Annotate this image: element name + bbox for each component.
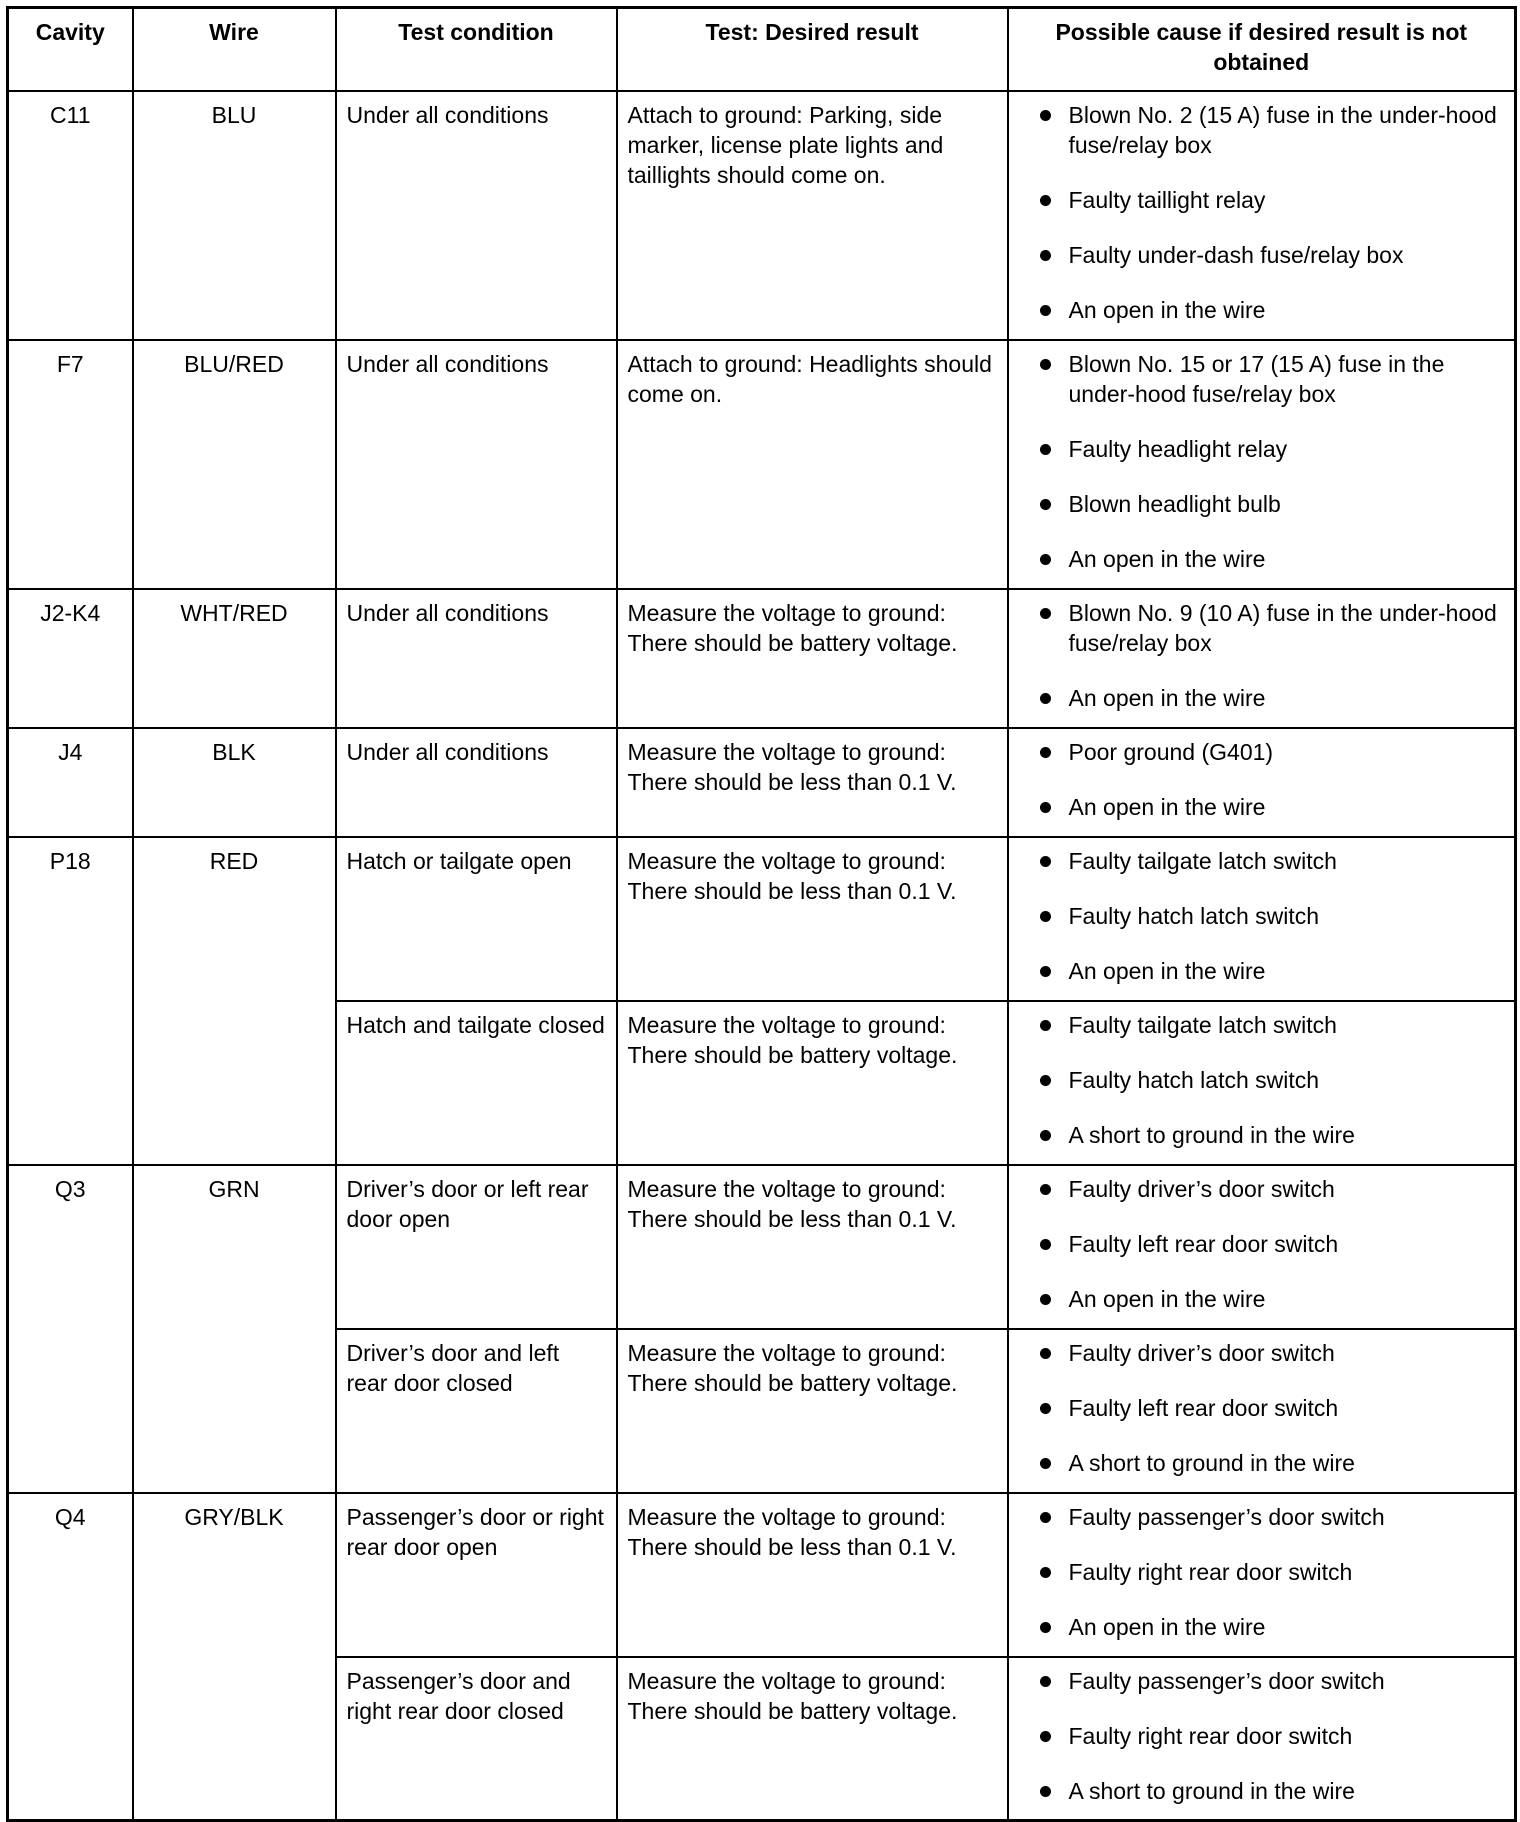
cause-text: An open in the wire bbox=[1068, 957, 1266, 984]
condition-cell: Under all conditions bbox=[336, 589, 617, 728]
cause-item bbox=[1019, 737, 1505, 767]
cause-item bbox=[1019, 1338, 1505, 1368]
cause-item bbox=[1019, 349, 1505, 409]
cause-item bbox=[1019, 1120, 1505, 1150]
table-row bbox=[8, 837, 1516, 1001]
cause-item bbox=[1019, 240, 1505, 270]
bullet-icon bbox=[1040, 359, 1051, 370]
bullet-icon bbox=[1040, 1622, 1051, 1633]
result-cell: Attach to ground: Headlights should come on. bbox=[617, 340, 1008, 589]
table-row bbox=[8, 1165, 1516, 1329]
causes-cell bbox=[1008, 837, 1516, 1001]
wire-cell: BLU bbox=[133, 91, 336, 340]
cause-text: Faulty driver’s door switch bbox=[1068, 1175, 1335, 1202]
causes-cell bbox=[1008, 1493, 1516, 1657]
cause-item bbox=[1019, 956, 1505, 986]
causes-cell bbox=[1008, 1329, 1516, 1493]
condition-cell: Hatch and tailgate closed bbox=[336, 1001, 617, 1165]
cavity-cell: P18 bbox=[8, 837, 133, 1165]
table-row bbox=[8, 91, 1516, 340]
cause-text: Blown No. 9 (10 A) fuse in the under-hood fuse/relay box bbox=[1068, 599, 1497, 656]
cause-item bbox=[1019, 434, 1505, 464]
cause-text: Faulty under-dash fuse/relay box bbox=[1068, 241, 1404, 268]
cavity-cell: J2-K4 bbox=[8, 589, 133, 728]
cause-item bbox=[1019, 1666, 1505, 1696]
cause-text: Blown No. 15 or 17 (15 A) fuse in the under-hood fuse/relay box bbox=[1068, 350, 1445, 407]
cause-item bbox=[1019, 1448, 1505, 1478]
cause-item bbox=[1019, 1284, 1505, 1314]
cause-item bbox=[1019, 683, 1505, 713]
result-cell: Measure the voltage to ground: There should be less than 0.1 V. bbox=[617, 728, 1008, 837]
bullet-icon bbox=[1040, 802, 1051, 813]
table-row bbox=[8, 1493, 1516, 1657]
cavity-cell: Q3 bbox=[8, 1165, 133, 1493]
result-cell: Measure the voltage to ground: There should be battery voltage. bbox=[617, 1001, 1008, 1165]
condition-cell: Driver’s door or left rear door open bbox=[336, 1165, 617, 1329]
bullet-icon bbox=[1040, 856, 1051, 867]
cause-item bbox=[1019, 544, 1505, 574]
bullet-icon bbox=[1040, 1567, 1051, 1578]
condition-cell: Passenger’s door and right rear door closed bbox=[336, 1657, 617, 1821]
bullet-icon bbox=[1040, 1348, 1051, 1359]
wire-cell: BLK bbox=[133, 728, 336, 837]
troubleshooting-table-container bbox=[6, 6, 1514, 1814]
bullet-icon bbox=[1040, 1403, 1051, 1414]
bullet-icon bbox=[1040, 1458, 1051, 1469]
cause-text: Faulty right rear door switch bbox=[1068, 1558, 1353, 1585]
table-row bbox=[8, 340, 1516, 589]
cause-text: Faulty right rear door switch bbox=[1068, 1722, 1353, 1749]
result-cell: Measure the voltage to ground: There should be battery voltage. bbox=[617, 1329, 1008, 1493]
result-cell: Measure the voltage to ground: There should be battery voltage. bbox=[617, 589, 1008, 728]
cause-text: Faulty passenger’s door switch bbox=[1068, 1667, 1385, 1694]
wire-cell: BLU/RED bbox=[133, 340, 336, 589]
cavity-cell: F7 bbox=[8, 340, 133, 589]
cause-item bbox=[1019, 1612, 1505, 1642]
causes-cell bbox=[1008, 1001, 1516, 1165]
cause-text: Faulty hatch latch switch bbox=[1068, 1066, 1320, 1093]
bullet-icon bbox=[1040, 1020, 1051, 1031]
result-cell: Measure the voltage to ground: There should be less than 0.1 V. bbox=[617, 1493, 1008, 1657]
bullet-icon bbox=[1040, 499, 1051, 510]
cause-item bbox=[1019, 100, 1505, 160]
cause-item bbox=[1019, 1721, 1505, 1751]
cause-item bbox=[1019, 295, 1505, 325]
cause-item bbox=[1019, 1393, 1505, 1423]
condition-cell: Hatch or tailgate open bbox=[336, 837, 617, 1001]
condition-cell: Under all conditions bbox=[336, 728, 617, 837]
cavity-cell: Q4 bbox=[8, 1493, 133, 1821]
bullet-icon bbox=[1040, 1676, 1051, 1687]
cause-text: An open in the wire bbox=[1068, 545, 1266, 572]
cause-item bbox=[1019, 1557, 1505, 1587]
cause-item bbox=[1019, 1065, 1505, 1095]
cause-item bbox=[1019, 1010, 1505, 1040]
result-cell: Measure the voltage to ground: There should be battery voltage. bbox=[617, 1657, 1008, 1821]
cause-item bbox=[1019, 846, 1505, 876]
bullet-icon bbox=[1040, 911, 1051, 922]
cause-text: Blown headlight bulb bbox=[1068, 490, 1281, 517]
bullet-icon bbox=[1040, 1294, 1051, 1305]
condition-cell: Under all conditions bbox=[336, 91, 617, 340]
bullet-icon bbox=[1040, 444, 1051, 455]
cause-text: A short to ground in the wire bbox=[1068, 1777, 1355, 1804]
cause-item bbox=[1019, 489, 1505, 519]
bullet-icon bbox=[1040, 1130, 1051, 1141]
wire-cell: GRN bbox=[133, 1165, 336, 1493]
table-row bbox=[8, 589, 1516, 728]
cause-text: Faulty passenger’s door switch bbox=[1068, 1503, 1385, 1530]
bullet-icon bbox=[1040, 305, 1051, 316]
cause-text: An open in the wire bbox=[1068, 684, 1266, 711]
causes-cell bbox=[1008, 1165, 1516, 1329]
cause-text: An open in the wire bbox=[1068, 793, 1266, 820]
bullet-icon bbox=[1040, 195, 1051, 206]
cause-text: Faulty headlight relay bbox=[1068, 435, 1288, 462]
cause-text: A short to ground in the wire bbox=[1068, 1121, 1355, 1148]
condition-cell: Under all conditions bbox=[336, 340, 617, 589]
header-row bbox=[8, 8, 1516, 91]
bullet-icon bbox=[1040, 747, 1051, 758]
cause-item bbox=[1019, 185, 1505, 215]
cause-item bbox=[1019, 1174, 1505, 1204]
bullet-icon bbox=[1040, 966, 1051, 977]
cause-text: Faulty tailgate latch switch bbox=[1068, 1011, 1337, 1038]
header-wire: Wire bbox=[133, 8, 336, 91]
cause-item bbox=[1019, 1502, 1505, 1532]
cavity-cell: C11 bbox=[8, 91, 133, 340]
cause-text: Faulty taillight relay bbox=[1068, 186, 1266, 213]
header-cavity: Cavity bbox=[8, 8, 133, 91]
condition-cell: Driver’s door and left rear door closed bbox=[336, 1329, 617, 1493]
cause-text: Faulty left rear door switch bbox=[1068, 1394, 1339, 1421]
bullet-icon bbox=[1040, 1512, 1051, 1523]
condition-cell: Passenger’s door or right rear door open bbox=[336, 1493, 617, 1657]
bullet-icon bbox=[1040, 1239, 1051, 1250]
causes-cell bbox=[1008, 728, 1516, 837]
cause-item bbox=[1019, 1776, 1505, 1806]
table-row bbox=[8, 728, 1516, 837]
cause-text: Faulty left rear door switch bbox=[1068, 1230, 1339, 1257]
wire-cell: RED bbox=[133, 837, 336, 1165]
cause-text: Faulty tailgate latch switch bbox=[1068, 847, 1337, 874]
causes-cell bbox=[1008, 91, 1516, 340]
cause-text: An open in the wire bbox=[1068, 1285, 1266, 1312]
cause-text: An open in the wire bbox=[1068, 1613, 1266, 1640]
bullet-icon bbox=[1040, 1184, 1051, 1195]
wire-cell: GRY/BLK bbox=[133, 1493, 336, 1821]
bullet-icon bbox=[1040, 1731, 1051, 1742]
bullet-icon bbox=[1040, 1786, 1051, 1797]
bullet-icon bbox=[1040, 1075, 1051, 1086]
bullet-icon bbox=[1040, 693, 1051, 704]
bullet-icon bbox=[1040, 608, 1051, 619]
result-cell: Measure the voltage to ground: There should be less than 0.1 V. bbox=[617, 1165, 1008, 1329]
header-desired-result: Test: Desired result bbox=[617, 8, 1008, 91]
cause-text: Faulty hatch latch switch bbox=[1068, 902, 1320, 929]
bullet-icon bbox=[1040, 250, 1051, 261]
cause-item bbox=[1019, 792, 1505, 822]
causes-cell bbox=[1008, 1657, 1516, 1821]
wire-cell: WHT/RED bbox=[133, 589, 336, 728]
troubleshooting-table bbox=[6, 6, 1517, 1822]
cause-text: Faulty driver’s door switch bbox=[1068, 1339, 1335, 1366]
causes-cell bbox=[1008, 589, 1516, 728]
result-cell: Attach to ground: Parking, side marker, license plate lights and taillights should come on. bbox=[617, 91, 1008, 340]
header-test-condition: Test condition bbox=[336, 8, 617, 91]
bullet-icon bbox=[1040, 110, 1051, 121]
bullet-icon bbox=[1040, 554, 1051, 565]
cause-text: Poor ground (G401) bbox=[1068, 738, 1274, 765]
cause-text: Blown No. 2 (15 A) fuse in the under-hood fuse/relay box bbox=[1068, 101, 1497, 158]
cause-text: A short to ground in the wire bbox=[1068, 1449, 1355, 1476]
cause-text: An open in the wire bbox=[1068, 296, 1266, 323]
result-cell: Measure the voltage to ground: There should be less than 0.1 V. bbox=[617, 837, 1008, 1001]
cause-item bbox=[1019, 901, 1505, 931]
causes-cell bbox=[1008, 340, 1516, 589]
cause-item bbox=[1019, 598, 1505, 658]
cavity-cell: J4 bbox=[8, 728, 133, 837]
header-possible-cause: Possible cause if desired result is not obtained bbox=[1008, 8, 1516, 91]
cause-item bbox=[1019, 1229, 1505, 1259]
